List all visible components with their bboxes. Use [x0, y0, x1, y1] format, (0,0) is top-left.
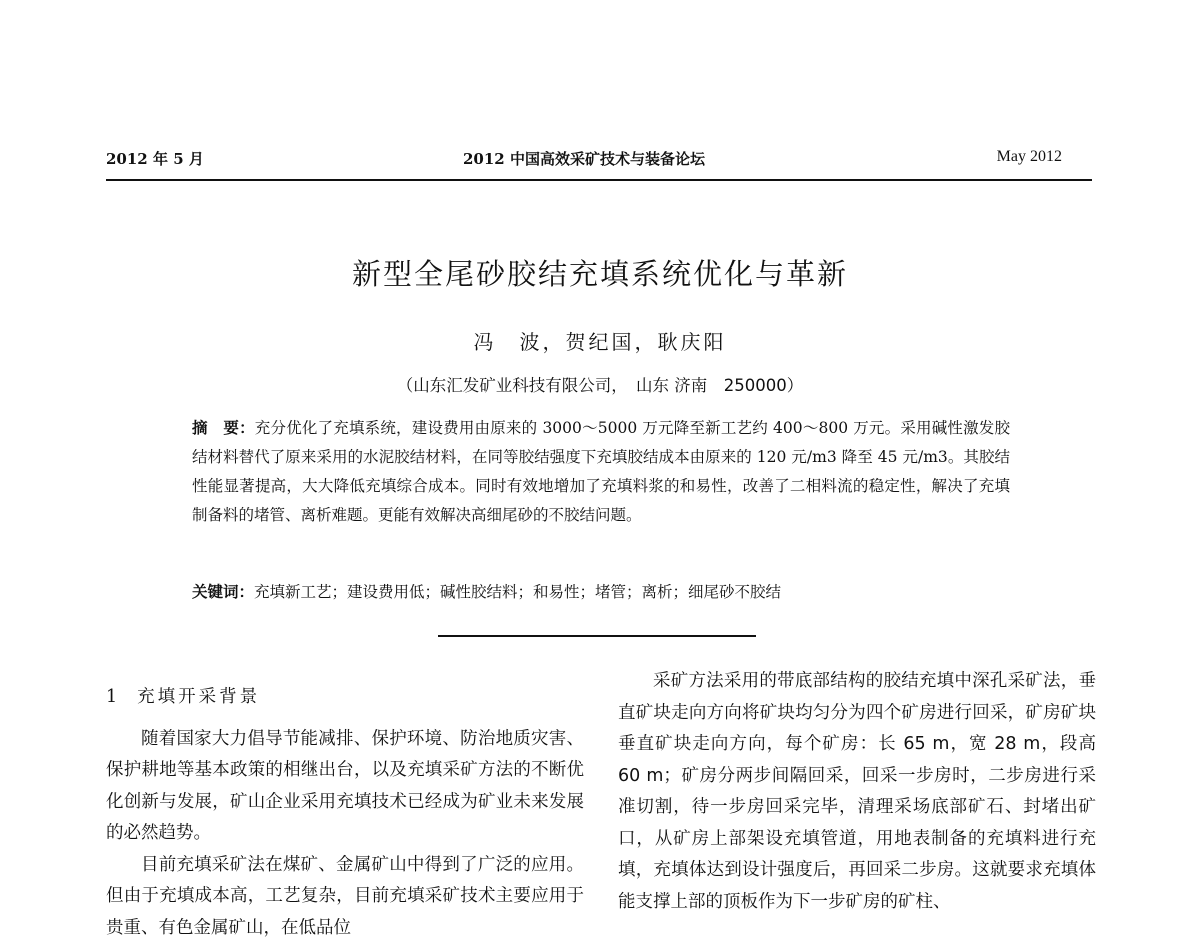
paragraph: 目前充填采矿法在煤矿、金属矿山中得到了广泛的应用。但由于充填成本高，工艺复杂，目前充填采矿技术主要应用于贵重、有色金属矿山，在低品位	[106, 854, 584, 938]
header-date-cn: 2012 年 5 月	[106, 150, 204, 168]
affiliation: （山东汇发矿业科技有限公司， 山东 济南 250000）	[396, 376, 804, 395]
left-column	[106, 682, 584, 944]
running-header	[106, 148, 1062, 170]
header-journal-title: 2012 中国高效采矿技术与装备论坛	[463, 150, 705, 168]
keywords-label: 关键词：	[192, 583, 255, 601]
keywords	[192, 580, 1010, 602]
right-column	[618, 666, 1096, 918]
section-separator	[438, 635, 756, 637]
paragraph: 采矿方法采用的带底部结构的胶结充填中深孔采矿法，垂直矿块走向方向将矿块均匀分为四个矿房进行回采，矿房矿块垂直矿块走向方向，每个矿房：长 65 m，宽 28 m，段高 60 m；矿房分两步间隔回采，回采一步房时，二步房进行采准切割，待一步房回采完毕，清理采场底部矿石、封堵出矿口，从矿房上部架设充填管道，用地表制备的充填料进行充填，充填体达到设计强度后，再回采二步房。这就要求充填体能支撑上部的顶板作为下一步矿房的矿柱、	[618, 671, 1096, 912]
authors: 冯 波，贺纪国，耿庆阳	[473, 330, 727, 354]
abstract	[192, 414, 1010, 530]
header-rule	[106, 179, 1092, 181]
header-date-en: May 2012	[996, 148, 1062, 165]
paragraph: 随着国家大力倡导节能减排、保护环境、防治地质灾害、保护耕地等基本政策的相继出台，以及充填采矿方法的不断优化创新与发展，矿山企业采用充填技术已经成为矿业未来发展的必然趋势。	[106, 728, 584, 843]
abstract-text: 充分优化了充填系统，建设费用由原来的 3000～5000 万元降至新工艺约 400～800 万元。采用碱性激发胶结材料替代了原来采用的水泥胶结材料，在同等胶结强度下充填胶结成本由原来的 120 元/m3 降至 45 元/m3。其胶结性能显著提高，大大降低充填综合成本。同时有效地增加了充填料浆的和易性，改善了二相料流的稳定性，解决了充填制备料的堵管、离析难题。更能有效解决高细尾砂的不胶结问题。	[192, 419, 1010, 524]
abstract-label: 摘 要：	[192, 419, 255, 437]
section-heading	[106, 682, 584, 714]
paper-title: 新型全尾砂胶结充填系统优化与革新	[351, 257, 848, 291]
section-title: 充填开采背景	[137, 687, 261, 707]
section-number: 1	[106, 687, 118, 707]
keywords-text: 充填新工艺；建设费用低；碱性胶结料；和易性；堵管；离析；细尾砂不胶结	[254, 583, 782, 601]
